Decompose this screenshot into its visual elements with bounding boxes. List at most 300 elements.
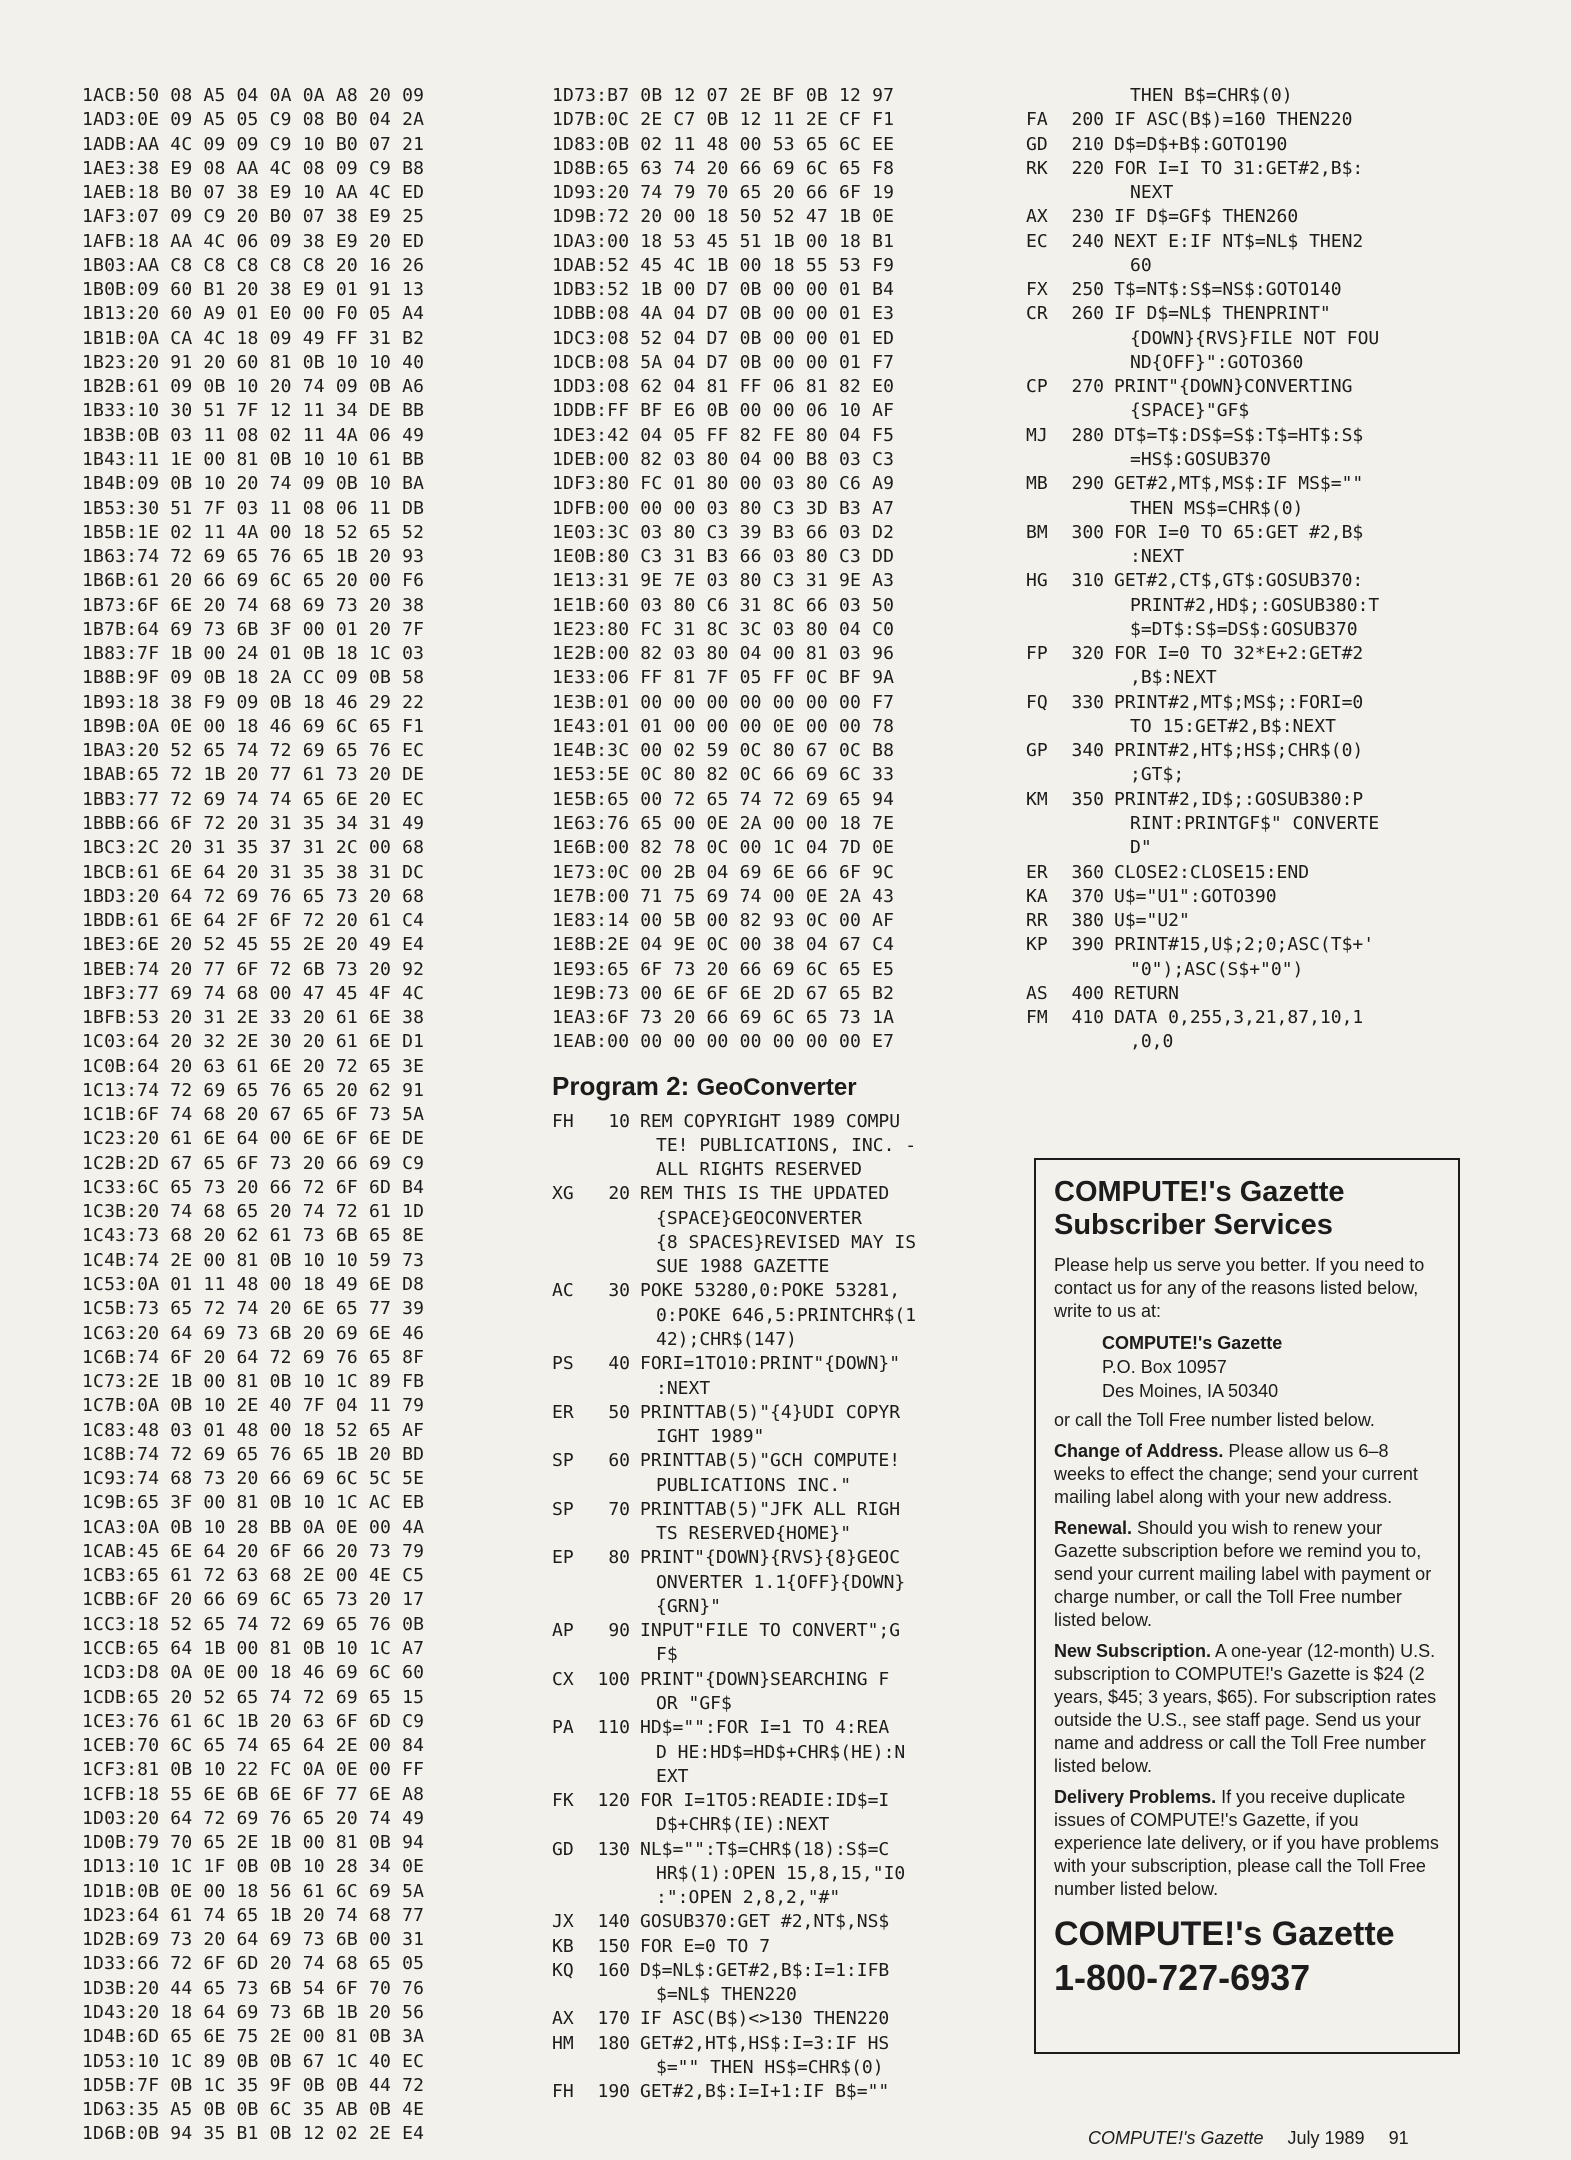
basic-line <box>552 1522 1012 1546</box>
checksum: GD <box>1026 133 1048 155</box>
code: U$="U1":GOTO390 <box>1114 885 1277 907</box>
line-number: 170 <box>597 2008 630 2030</box>
hex-row: 1D33:66 72 6F 6D 20 74 68 65 05 <box>82 1953 425 1975</box>
hex-row: 1DC3:08 52 04 D7 0B 00 00 01 ED <box>552 327 895 349</box>
address-name: COMPUTE!'s Gazette <box>1102 1333 1283 1353</box>
checksum <box>552 1207 588 1231</box>
line-number: 70 <box>608 1498 630 1520</box>
line-number: 280 <box>1071 424 1104 446</box>
line-number: 60 <box>608 1450 630 1472</box>
code: POKE 53280,0:POKE 53281, <box>640 1280 901 1302</box>
hex-listing-column-1 <box>82 84 558 2147</box>
checksum <box>1026 545 1062 569</box>
hex-row: 1CB3:65 61 72 63 68 2E 00 4E C5 <box>82 1565 425 1587</box>
line-number <box>1062 254 1114 278</box>
code: PRINT#2,HD$;:GOSUB380:T <box>1130 594 1380 616</box>
checksum: AP <box>552 1620 574 1642</box>
line-number <box>588 1231 640 1255</box>
checksum: KQ <box>552 1959 574 1981</box>
code: GET#2,MT$,MS$:IF MS$="" <box>1114 473 1364 495</box>
code: ,0,0 <box>1130 1031 1174 1053</box>
checksum: AX <box>1026 206 1048 228</box>
checksum <box>552 1765 588 1789</box>
basic-line <box>1026 788 1496 812</box>
basic-line <box>552 1692 1012 1716</box>
hex-listing-column-2 <box>552 84 1012 2105</box>
basic-line <box>1026 399 1496 423</box>
code: PRINT#15,U$;2;0;ASC(T$+' <box>1114 934 1375 956</box>
code: REM THIS IS THE UPDATED <box>640 1183 890 1205</box>
mailing-address <box>1102 1331 1442 1403</box>
basic-line <box>1026 181 1496 205</box>
basic-line <box>552 1886 1012 1910</box>
hex-row: 1D83:0B 02 11 48 00 53 65 6C EE <box>552 133 895 155</box>
line-number <box>1062 812 1114 836</box>
line-number <box>588 1158 640 1182</box>
checksum <box>1026 497 1062 521</box>
line-number <box>588 1595 640 1619</box>
hex-row: 1E23:80 FC 31 8C 3C 03 80 04 C0 <box>552 618 895 640</box>
hex-row: 1B4B:09 0B 10 20 74 09 0B 10 BA <box>82 473 425 495</box>
code: PRINT#2,ID$;:GOSUB380:P <box>1114 788 1364 810</box>
checksum: CR <box>1026 303 1048 325</box>
checksum: SP <box>552 1498 574 1520</box>
line-number: 230 <box>1071 206 1104 228</box>
checksum <box>552 1158 588 1182</box>
code: RINT:PRINTGF$" CONVERTE <box>1130 812 1380 834</box>
code: DATA 0,255,3,21,87,10,1 <box>1114 1007 1364 1029</box>
basic-line <box>1026 448 1496 472</box>
basic-line <box>1026 351 1496 375</box>
checksum <box>552 1813 588 1837</box>
hex-row: 1BDB:61 6E 64 2F 6F 72 20 61 C4 <box>82 910 425 932</box>
code: HR$(1):OPEN 15,8,15,"I0 <box>656 1862 906 1884</box>
line-number: 290 <box>1071 473 1104 495</box>
basic-line <box>552 1377 1012 1401</box>
basic-line <box>552 1716 1012 1740</box>
checksum <box>1026 351 1062 375</box>
checksum: HM <box>552 2032 574 2054</box>
line-number: 140 <box>597 1911 630 1933</box>
checksum <box>552 1741 588 1765</box>
basic-line <box>1026 836 1496 860</box>
hex-row: 1C33:6C 65 73 20 66 72 6F 6D B4 <box>82 1176 425 1198</box>
basic-line <box>552 1959 1012 1983</box>
code: THEN B$=CHR$(0) <box>1130 85 1293 106</box>
basic-line <box>552 1546 1012 1570</box>
code: ONVERTER 1.1{OFF}{DOWN} <box>656 1571 906 1593</box>
basic-line <box>1026 327 1496 351</box>
hex-row: 1E83:14 00 5B 00 82 93 0C 00 AF <box>552 910 895 932</box>
hex-row: 1D03:20 64 72 69 76 65 20 74 49 <box>82 1807 425 1829</box>
hex-row: 1B5B:1E 02 11 4A 00 18 52 65 52 <box>82 521 425 543</box>
basic-line <box>1026 812 1496 836</box>
basic-line <box>1026 521 1496 545</box>
hex-row: 1DE3:42 04 05 FF 82 FE 80 04 F5 <box>552 424 895 446</box>
basic-line <box>1026 1006 1496 1030</box>
line-number <box>588 1377 640 1401</box>
line-number <box>588 1571 640 1595</box>
line-number: 190 <box>597 2081 630 2103</box>
hex-row: 1CAB:45 6E 64 20 6F 66 20 73 79 <box>82 1540 425 1562</box>
checksum: EC <box>1026 230 1048 252</box>
basic-line <box>1026 691 1496 715</box>
basic-line <box>1026 84 1496 108</box>
code: D" <box>1130 837 1152 859</box>
basic-line <box>552 1401 1012 1425</box>
checksum <box>552 1862 588 1886</box>
checksum <box>1026 812 1062 836</box>
hex-row: 1B43:11 1E 00 81 0B 10 10 61 BB <box>82 448 425 470</box>
hex-row: 1BC3:2C 20 31 35 37 31 2C 00 68 <box>82 837 425 859</box>
basic-line <box>1026 375 1496 399</box>
line-number: 150 <box>597 1935 630 1957</box>
hex-row: 1C93:74 68 73 20 66 69 6C 5C 5E <box>82 1468 425 1490</box>
code: 0:POKE 646,5:PRINTCHR$(1 <box>656 1304 917 1326</box>
line-number <box>588 2056 640 2080</box>
line-number: 90 <box>608 1620 630 1642</box>
hex-row: 1D43:20 18 64 69 73 6B 1B 20 56 <box>82 2001 425 2023</box>
hex-row: 1B7B:64 69 73 6B 3F 00 01 20 7F <box>82 618 425 640</box>
basic-line <box>1026 133 1496 157</box>
subscriber-services-title <box>1054 1176 1442 1242</box>
hex-row: 1DCB:08 5A 04 D7 0B 00 00 01 F7 <box>552 351 895 373</box>
checksum: XG <box>552 1183 574 1205</box>
hex-row: 1C7B:0A 0B 10 2E 40 7F 04 11 79 <box>82 1395 425 1417</box>
basic-line <box>552 1182 1012 1206</box>
basic-line <box>1026 739 1496 763</box>
line-number: 20 <box>608 1183 630 1205</box>
checksum: AS <box>1026 982 1048 1004</box>
code: FOR I=0 TO 65:GET #2,B$ <box>1114 521 1364 543</box>
line-number <box>588 1862 640 1886</box>
hex-row: 1B9B:0A 0E 00 18 46 69 6C 65 F1 <box>82 715 425 737</box>
line-number <box>1062 1030 1114 1054</box>
code: {SPACE}"GF$ <box>1130 400 1250 422</box>
basic-line <box>1026 205 1496 229</box>
checksum: FM <box>1026 1007 1048 1029</box>
page-number: 91 <box>1388 2128 1409 2148</box>
basic-line <box>552 1595 1012 1619</box>
line-number <box>1062 594 1114 618</box>
code: GET#2,CT$,GT$:GOSUB370: <box>1114 570 1364 592</box>
code: TO 15:GET#2,B$:NEXT <box>1130 715 1336 737</box>
hex-row: 1D3B:20 44 65 73 6B 54 6F 70 76 <box>82 1977 425 1999</box>
basic-line <box>552 1279 1012 1303</box>
checksum <box>552 1304 588 1328</box>
hex-row: 1E43:01 01 00 00 00 0E 00 00 78 <box>552 715 895 737</box>
hex-row: 1C53:0A 01 11 48 00 18 49 6E D8 <box>82 1274 425 1296</box>
hex-row: 1D1B:0B 0E 00 18 56 61 6C 69 5A <box>82 1880 425 1902</box>
hex-row: 1DEB:00 82 03 80 04 00 B8 03 C3 <box>552 448 895 470</box>
new-lead: New Subscription. <box>1054 1641 1212 1661</box>
code: FORI=1TO10:PRINT"{DOWN}" <box>640 1353 901 1375</box>
hex-row: 1D7B:0C 2E C7 0B 12 11 2E CF F1 <box>552 109 895 131</box>
line-number <box>588 1643 640 1667</box>
basic-listing-continued-column <box>1026 84 1496 1055</box>
program-2-title-name: GeoConverter <box>696 1073 857 1101</box>
checksum: AX <box>552 2008 574 2030</box>
line-number: 340 <box>1071 740 1104 762</box>
checksum: SP <box>552 1450 574 1472</box>
hex-row: 1B0B:09 60 B1 20 38 E9 01 91 13 <box>82 279 425 301</box>
checksum <box>552 1522 588 1546</box>
code: SUE 1988 GAZETTE <box>656 1256 830 1278</box>
line-number <box>588 1692 640 1716</box>
basic-line <box>1026 982 1496 1006</box>
code: {GRN}" <box>656 1595 722 1617</box>
change-of-address-section <box>1054 1440 1442 1509</box>
hex-row: 1E4B:3C 00 02 59 0C 80 67 0C B8 <box>552 740 895 762</box>
basic-line <box>552 1741 1012 1765</box>
basic-line <box>552 1789 1012 1813</box>
code: :":OPEN 2,8,2,"#" <box>656 1887 841 1909</box>
basic-line <box>552 1983 1012 2007</box>
hex-row: 1BBB:66 6F 72 20 31 35 34 31 49 <box>82 812 425 834</box>
hex-row: 1C2B:2D 67 65 6F 73 20 66 69 C9 <box>82 1152 425 1174</box>
hex-row: 1C63:20 64 69 73 6B 20 69 6E 46 <box>82 1322 425 1344</box>
basic-line <box>552 1231 1012 1255</box>
code: DT$=T$:DS$=S$:T$=HT$:S$ <box>1114 424 1364 446</box>
hex-row: 1ADB:AA 4C 09 09 C9 10 B0 07 21 <box>82 133 425 155</box>
hex-row: 1E3B:01 00 00 00 00 00 00 00 F7 <box>552 691 895 713</box>
hex-row: 1BAB:65 72 1B 20 77 61 73 20 DE <box>82 764 425 786</box>
hex-row: 1E33:06 FF 81 7F 05 FF 0C BF 9A <box>552 667 895 689</box>
basic-line <box>552 1304 1012 1328</box>
code: :NEXT <box>1130 546 1185 568</box>
hex-row: 1C0B:64 20 63 61 6E 20 72 65 3E <box>82 1055 425 1077</box>
basic-line <box>1026 302 1496 326</box>
basic-line <box>1026 958 1496 982</box>
line-number: 260 <box>1071 303 1104 325</box>
hex-row: 1E9B:73 00 6E 6F 6E 2D 67 65 B2 <box>552 982 895 1004</box>
line-number <box>1062 618 1114 642</box>
box-title-line1: COMPUTE!'s Gazette <box>1054 1176 1345 1208</box>
box-title-line2: Subscriber Services <box>1054 1209 1333 1241</box>
checksum <box>1026 399 1062 423</box>
line-number: 210 <box>1071 133 1104 155</box>
checksum <box>1026 1030 1062 1054</box>
code: T$=NT$:S$=NS$:GOTO140 <box>1114 279 1342 301</box>
footer-publication: COMPUTE!'s Gazette <box>1088 2128 1264 2148</box>
hex-row: 1D8B:65 63 74 20 66 69 6C 65 F8 <box>552 157 895 179</box>
code: PRINT"{DOWN}{RVS}{8}GEOC <box>640 1547 901 1569</box>
hex-row: 1B3B:0B 03 11 08 02 11 4A 06 49 <box>82 424 425 446</box>
change-lead: Change of Address. <box>1054 1441 1224 1461</box>
checksum: GD <box>552 1838 574 1860</box>
hex-row: 1D73:B7 0B 12 07 2E BF 0B 12 97 <box>552 85 895 106</box>
checksum <box>552 1255 588 1279</box>
basic-line <box>552 1255 1012 1279</box>
checksum <box>1026 254 1062 278</box>
checksum: AC <box>552 1280 574 1302</box>
basic-line <box>552 1158 1012 1182</box>
hex-row: 1EA3:6F 73 20 66 69 6C 65 73 1A <box>552 1007 895 1029</box>
checksum: FH <box>552 2081 574 2103</box>
checksum: FK <box>552 1790 574 1812</box>
code: IF D$=NL$ THENPRINT" <box>1114 303 1331 325</box>
delivery-problems-section <box>1054 1786 1442 1901</box>
code: NEXT E:IF NT$=NL$ THEN2 <box>1114 230 1364 252</box>
line-number: 390 <box>1071 934 1104 956</box>
line-number <box>588 1813 640 1837</box>
hex-row: 1DF3:80 FC 01 80 00 03 80 C6 A9 <box>552 473 895 495</box>
basic-line <box>1026 763 1496 787</box>
code: D$+CHR$(IE):NEXT <box>656 1814 830 1836</box>
line-number <box>1062 448 1114 472</box>
code: TS RESERVED{HOME}" <box>656 1523 852 1545</box>
basic-line <box>552 1352 1012 1376</box>
hex-row: 1E63:76 65 00 0E 2A 00 00 18 7E <box>552 812 895 834</box>
checksum <box>552 2056 588 2080</box>
line-number <box>588 1474 640 1498</box>
program-2-title-prefix: Program 2: <box>552 1070 690 1101</box>
basic-line <box>1026 715 1496 739</box>
hex-row: 1DBB:08 4A 04 D7 0B 00 00 01 E3 <box>552 303 895 325</box>
checksum <box>552 1231 588 1255</box>
basic-line <box>552 2056 1012 2080</box>
line-number <box>1062 497 1114 521</box>
subscriber-services-box <box>1034 1158 1460 2054</box>
basic-line <box>1026 1030 1496 1054</box>
hex-row: 1C8B:74 72 69 65 76 65 1B 20 BD <box>82 1443 425 1465</box>
checksum <box>552 1595 588 1619</box>
code: GOSUB370:GET #2,NT$,NS$ <box>640 1911 890 1933</box>
checksum: KP <box>1026 934 1048 956</box>
hex-row: 1D5B:7F 0B 1C 35 9F 0B 0B 44 72 <box>82 2074 425 2096</box>
renewal-section <box>1054 1517 1442 1632</box>
hex-row: 1B03:AA C8 C8 C8 C8 C8 20 16 26 <box>82 254 425 276</box>
hex-row: 1B83:7F 1B 00 24 01 0B 18 1C 03 <box>82 643 425 665</box>
hex-row: 1DA3:00 18 53 45 51 1B 00 18 B1 <box>552 230 895 252</box>
line-number: 320 <box>1071 643 1104 665</box>
line-number: 400 <box>1071 982 1104 1004</box>
page-footer <box>1088 2128 1409 2149</box>
code: ND{OFF}":GOTO360 <box>1130 351 1304 373</box>
hex-row: 1B23:20 91 20 60 81 0B 10 10 40 <box>82 351 425 373</box>
checksum <box>1026 836 1062 860</box>
line-number: 40 <box>608 1353 630 1375</box>
hex-row: 1C9B:65 3F 00 81 0B 10 1C AC EB <box>82 1492 425 1514</box>
checksum <box>1026 448 1062 472</box>
basic-line <box>552 1449 1012 1473</box>
hex-row: 1B53:30 51 7F 03 11 08 06 11 DB <box>82 497 425 519</box>
code: 42);CHR$(147) <box>656 1329 797 1351</box>
checksum: FA <box>1026 109 1048 131</box>
hex-row: 1E53:5E 0C 80 82 0C 66 69 6C 33 <box>552 764 895 786</box>
hex-row: 1D4B:6D 65 6E 75 2E 00 81 0B 3A <box>82 2026 425 2048</box>
checksum: FP <box>1026 643 1048 665</box>
basic-line <box>1026 594 1496 618</box>
code: CLOSE2:CLOSE15:END <box>1114 861 1310 883</box>
basic-line <box>552 2032 1012 2056</box>
hex-row: 1EAB:00 00 00 00 00 00 00 00 E7 <box>552 1031 895 1053</box>
checksum <box>1026 181 1062 205</box>
checksum <box>1026 715 1062 739</box>
line-number <box>588 1134 640 1158</box>
code: PRINTTAB(5)"JFK ALL RIGH <box>640 1498 901 1520</box>
line-number: 100 <box>597 1668 630 1690</box>
program-2-heading <box>552 1071 1012 1102</box>
code: $="" THEN HS$=CHR$(0) <box>656 2056 884 2078</box>
hex-row: 1CC3:18 52 65 74 72 69 65 76 0B <box>82 1613 425 1635</box>
code: TE! PUBLICATIONS, INC. - <box>656 1134 917 1156</box>
line-number: 360 <box>1071 861 1104 883</box>
line-number: 200 <box>1071 109 1104 131</box>
checksum: PA <box>552 1717 574 1739</box>
line-number <box>588 1425 640 1449</box>
line-number: 350 <box>1071 788 1104 810</box>
code: FOR I=0 TO 32*E+2:GET#2 <box>1114 643 1364 665</box>
code: $=NL$ THEN220 <box>656 1984 797 2006</box>
hex-row: 1C4B:74 2E 00 81 0B 10 10 59 73 <box>82 1249 425 1271</box>
box-intro: Please help us serve you better. If you need to contact us for any of the reasons listed below, write to us at: <box>1054 1255 1425 1321</box>
hex-row: 1D2B:69 73 20 64 69 73 6B 00 31 <box>82 1929 425 1951</box>
code: IGHT 1989" <box>656 1426 765 1448</box>
basic-line <box>1026 618 1496 642</box>
code: PRINT#2,MT$;MS$;:FORI=0 <box>1114 691 1364 713</box>
checksum: MB <box>1026 473 1048 495</box>
new-subscription-section <box>1054 1640 1442 1778</box>
hex-listing-continued <box>552 84 1012 1055</box>
hex-row: 1BF3:77 69 74 68 00 47 45 4F 4C <box>82 982 425 1004</box>
hex-row: 1B73:6F 6E 20 74 68 69 73 20 38 <box>82 594 425 616</box>
checksum <box>1026 84 1062 108</box>
checksum <box>552 1328 588 1352</box>
hex-row: 1BD3:20 64 72 69 76 65 73 20 68 <box>82 885 425 907</box>
checksum: KA <box>1026 885 1048 907</box>
hex-row: 1DAB:52 45 4C 1B 00 18 55 53 F9 <box>552 254 895 276</box>
change-text: Please allow us 6–8 weeks to effect the change; send your current mailing label along with your new address. <box>1054 1441 1418 1507</box>
basic-line <box>552 1910 1012 1934</box>
line-number <box>1062 327 1114 351</box>
hex-row: 1B1B:0A CA 4C 18 09 49 FF 31 B2 <box>82 327 425 349</box>
hex-row: 1BFB:53 20 31 2E 33 20 61 6E 38 <box>82 1007 425 1029</box>
code: PRINT#2,HT$;HS$;CHR$(0) <box>1114 740 1364 762</box>
hex-row: 1AF3:07 09 C9 20 B0 07 38 E9 25 <box>82 206 425 228</box>
hex-row: 1B8B:9F 09 0B 18 2A CC 09 0B 58 <box>82 667 425 689</box>
line-number <box>588 1255 640 1279</box>
basic-line <box>552 1328 1012 1352</box>
line-number: 410 <box>1071 1007 1104 1029</box>
hex-row: 1C43:73 68 20 62 61 73 6B 65 8E <box>82 1225 425 1247</box>
line-number <box>1062 958 1114 982</box>
checksum <box>1026 763 1062 787</box>
checksum: KB <box>552 1935 574 1957</box>
basic-line <box>1026 885 1496 909</box>
hex-row: 1E73:0C 00 2B 04 69 6E 66 6F 9C <box>552 861 895 883</box>
hex-row: 1C6B:74 6F 20 64 72 69 76 65 8F <box>82 1346 425 1368</box>
line-number: 250 <box>1071 279 1104 301</box>
delivery-lead: Delivery Problems. <box>1054 1787 1217 1807</box>
hex-row: 1AD3:0E 09 A5 05 C9 08 B0 04 2A <box>82 109 425 131</box>
line-number <box>588 1886 640 1910</box>
basic-line <box>552 1838 1012 1862</box>
hex-row: 1BEB:74 20 77 6F 72 6B 73 20 92 <box>82 958 425 980</box>
line-number: 300 <box>1071 521 1104 543</box>
hex-row: 1C1B:6F 74 68 20 67 65 6F 73 5A <box>82 1104 425 1126</box>
hex-row: 1AE3:38 E9 08 AA 4C 08 09 C9 B8 <box>82 157 425 179</box>
code: D$=D$+B$:GOTO190 <box>1114 133 1288 155</box>
basic-line <box>552 1668 1012 1692</box>
basic-line <box>1026 497 1496 521</box>
code: :NEXT <box>656 1377 711 1399</box>
checksum <box>1026 618 1062 642</box>
basic-line <box>552 1643 1012 1667</box>
checksum: ER <box>1026 861 1048 883</box>
hex-row: 1C23:20 61 6E 64 00 6E 6F 6E DE <box>82 1128 425 1150</box>
brand-name: COMPUTE!'s Gazette <box>1054 1915 1395 1953</box>
